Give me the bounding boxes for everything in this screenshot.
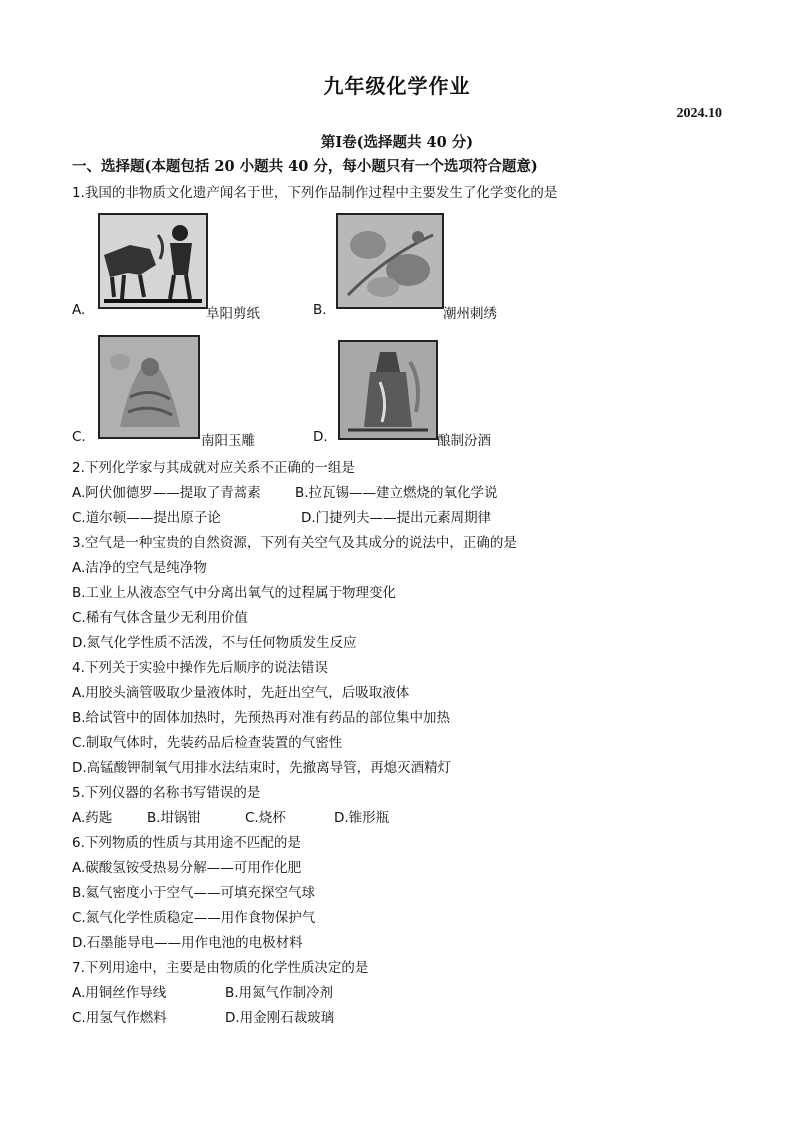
q7-option-c: C.用氢气作燃料 [72,1010,167,1026]
q4-option-d: D.高锰酸钾制氧气用排水法结束时，先撤离导管，再熄灭酒精灯 [72,760,452,776]
q7-option-d: D.用金刚石裁玻璃 [225,1010,335,1026]
q5-option-a: A.药匙 [72,810,113,826]
question-2-stem: 2.下列化学家与其成就对应关系不正确的一组是 [72,460,355,476]
q1-option-c-letter: C. [72,429,86,445]
q7-option-a: A.用铜丝作导线 [72,985,167,1001]
q2-option-a: A.阿伏伽德罗——提取了青蒿素 [72,485,261,501]
q5-option-c: C.烧杯 [245,810,286,826]
q1-option-b-caption: 潮州刺绣 [443,306,497,322]
q6-option-c: C.氮气化学性质稳定——用作食物保护气 [72,910,316,926]
q2-option-c: C.道尔顿——提出原子论 [72,510,221,526]
q1-option-c-caption: 南阳玉雕 [201,433,255,449]
q5-option-d: D.锥形瓶 [334,810,390,826]
jade-carving-image [98,335,200,439]
q3-option-c: C.稀有气体含量少无利用价值 [72,610,248,626]
q6-option-b: B.氦气密度小于空气——可填充探空气球 [72,885,316,901]
q3-option-b: B.工业上从液态空气中分离出氧气的过程属于物理变化 [72,585,397,601]
question-1-stem: 1.我国的非物质文化遗产闻名于世，下列作品制作过程中主要发生了化学变化的是 [72,185,558,201]
q1-option-d-letter: D. [313,429,328,445]
q4-option-c: C.制取气体时，先装药品后检查装置的气密性 [72,735,343,751]
q3-option-a: A.洁净的空气是纯净物 [72,560,207,576]
question-7-stem: 7.下列用途中，主要是由物质的化学性质决定的是 [72,960,369,976]
q7-option-b: B.用氮气作制冷剂 [225,985,334,1001]
q4-option-a: A.用胶头滴管吸取少量液体时，先赶出空气，后吸取液体 [72,685,410,701]
q4-option-b: B.给试管中的固体加热时，先预热再对准有药品的部位集中加热 [72,710,451,726]
paper-cut-image [98,213,208,309]
liquor-making-image [338,340,438,440]
part-title: 第Ⅰ卷(选择题共 40 分) [320,134,474,151]
q2-option-b: B.拉瓦锡——建立燃烧的氧化学说 [295,485,498,501]
q1-option-a-caption: 阜阳剪纸 [206,306,260,322]
question-4-stem: 4.下列关于实验中操作先后顺序的说法错误 [72,660,328,676]
q3-option-d: D.氮气化学性质不活泼，不与任何物质发生反应 [72,635,357,651]
q6-option-a: A.碳酸氢铵受热易分解——可用作化肥 [72,860,302,876]
question-6-stem: 6.下列物质的性质与其用途不匹配的是 [72,835,301,851]
question-5-stem: 5.下列仪器的名称书写错误的是 [72,785,261,801]
q1-option-d-caption: 酿制汾酒 [437,433,491,449]
q1-option-a-letter: A. [72,302,86,318]
embroidery-image [336,213,444,309]
section-title: 一、选择题(本题包括 20 小题共 40 分，每小题只有一个选项符合题意) [72,158,538,175]
page-title: 九年级化学作业 [323,74,471,98]
question-3-stem: 3.空气是一种宝贵的自然资源，下列有关空气及其成分的说法中，正确的是 [72,535,517,551]
q2-option-d: D.门捷列夫——提出元素周期律 [301,510,492,526]
date-label: 2024.10 [676,106,722,121]
q1-option-b-letter: B. [313,302,327,318]
q5-option-b: B.坩锅钳 [147,810,202,826]
q6-option-d: D.石墨能导电——用作电池的电极材料 [72,935,303,951]
